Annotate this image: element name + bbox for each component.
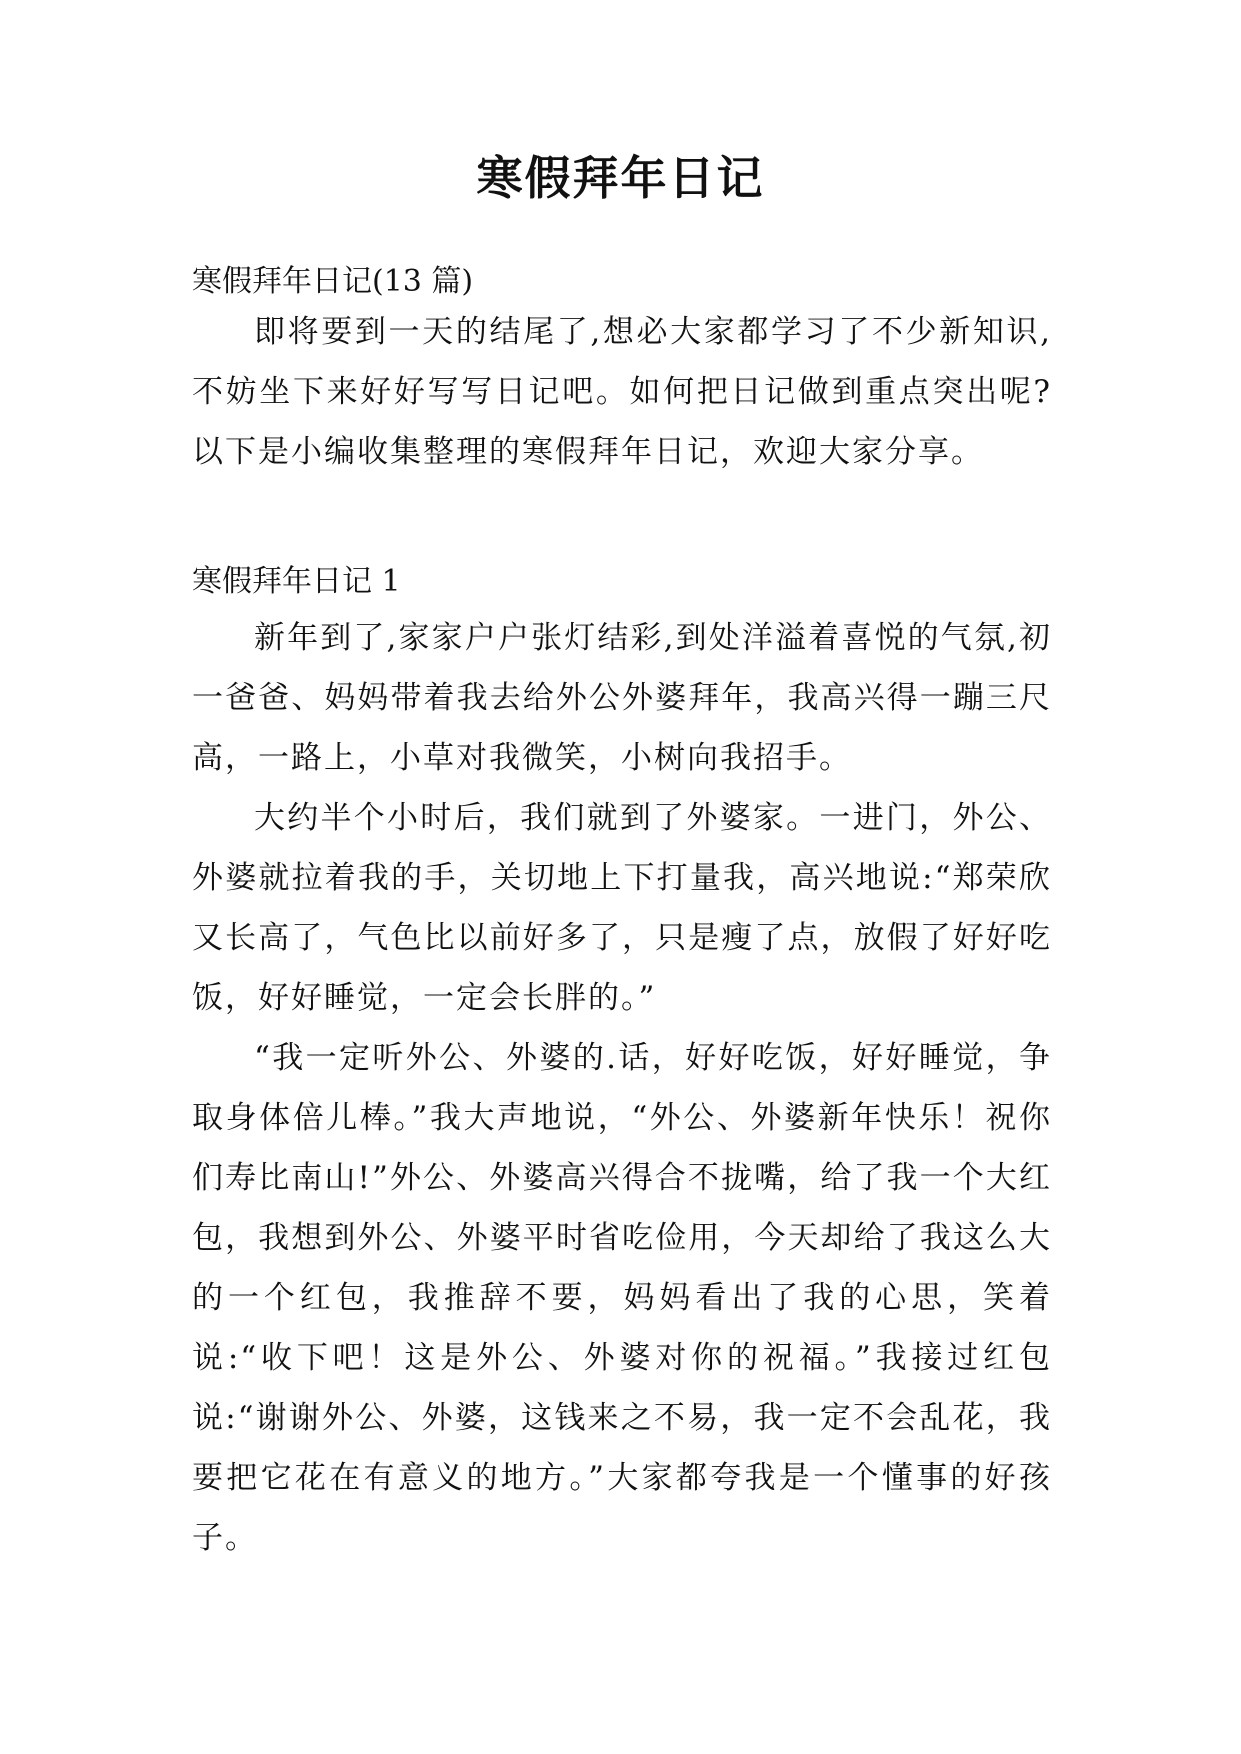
body-paragraph: 新年到了,家家户户张灯结彩,到处洋溢着喜悦的气氛,初一爸爸、妈妈带着我去给外公外婆拜年，我高兴得一蹦三尺高，一路上，小草对我微笑，小树向我招手。 [192,620,1052,776]
section-paragraphs [192,608,1052,1568]
document-subtitle: 寒假拜年日记(13 篇) [192,264,474,299]
body-paragraph: 大约半个小时后，我们就到了外婆家。一进门，外公、外婆就拉着我的手，关切地上下打量我，高兴地说:“郑荣欣又长高了，气色比以前好多了，只是瘦了点，放假了好好吃饭，好好睡觉，一定会长胖的。” [192,800,1052,1016]
document-title: 寒假拜年日记 [476,151,765,205]
document-body [192,262,1052,1568]
body-paragraph: “我一定听外公、外婆的.话，好好吃饭，好好睡觉，争取身体倍儿棒。”我大声地说，“外公、外婆新年快乐！祝你们寿比南山!”外公、外婆高兴得合不拢嘴，给了我一个大红包，我想到外公、外婆平时省吃俭用，今天却给了我这么大的一个红包，我推辞不要，妈妈看出了我的心思，笑着说:“收下吧！这是外公、外婆对你的祝福。”我接过红包说:“谢谢外公、外婆，这钱来之不易，我一定不会乱花，我要把它花在有意义的地方。”大家都夸我是一个懂事的好孩子。 [192,1040,1052,1556]
intro-paragraph: 即将要到一天的结尾了,想必大家都学习了不少新知识,不妨坐下来好好写写日记吧。如何把日记做到重点突出呢?以下是小编收集整理的寒假拜年日记，欢迎大家分享。 [192,314,1052,470]
section-heading: 寒假拜年日记 1 [192,564,401,599]
